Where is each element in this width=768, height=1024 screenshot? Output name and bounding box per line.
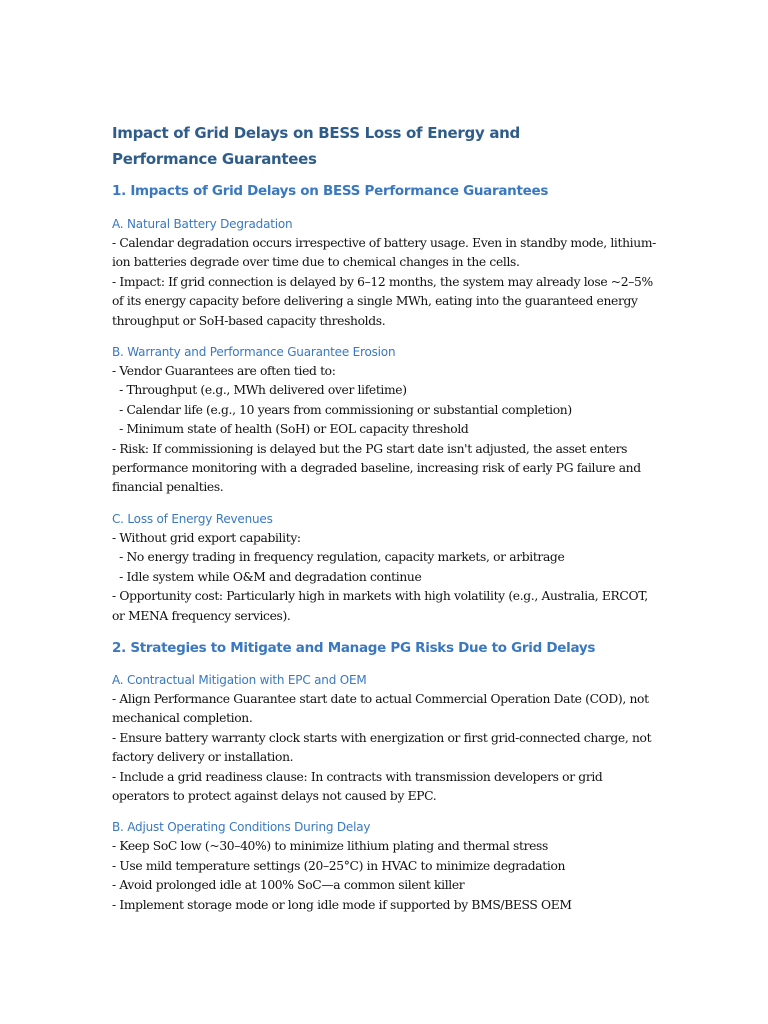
bullet-line: - Idle system while O&M and degradation continue — [112, 569, 422, 584]
paragraph-line: - Avoid prolonged idle at 100% SoC—a common silent killer — [112, 878, 465, 893]
subsection — [112, 343, 658, 498]
section-heading: 2. Strategies to Mitigate and Manage PG Risks Due to Grid Delays — [112, 639, 596, 656]
subsection-heading: C. Loss of Energy Revenues — [112, 511, 273, 526]
subsection — [112, 818, 658, 915]
paragraph-line: - Impact: If grid connection is delayed by 6–12 months, the system may already lose ~2–5% of its energy capacity before delivering a single MWh, eating into the guaranteed energy throughput or SoH-based capacity thresholds. — [112, 274, 657, 328]
subsection — [112, 215, 658, 331]
bullet-line: - Minimum state of health (SoH) or EOL capacity threshold — [112, 422, 469, 437]
bullet-line: - No energy trading in frequency regulation, capacity markets, or arbitrage — [112, 550, 565, 565]
subsection — [112, 510, 658, 626]
document-title: Impact of Grid Delays on BESS Loss of Energy and Performance Guarantees — [112, 124, 520, 168]
paragraph-line: - Include a grid readiness clause: In contracts with transmission developers or grid operators to protect against delays not caused by EPC. — [112, 769, 607, 803]
subsection-heading: B. Adjust Operating Conditions During Delay — [112, 820, 371, 835]
subsection-heading: B. Warranty and Performance Guarantee Erosion — [112, 345, 396, 360]
paragraph-line: - Align Performance Guarantee start date to actual Commercial Operation Date (COD), not mechanical completion. — [112, 691, 653, 726]
paragraph-line: - Opportunity cost: Particularly high in markets with high volatility (e.g., Australia, ERCOT, or MENA frequency services). — [112, 589, 652, 623]
subsection — [112, 671, 658, 806]
paragraph-line: - Vendor Guarantees are often tied to: — [112, 364, 336, 379]
bullet-line: - Calendar life (e.g., 10 years from commissioning or substantial completion) — [112, 402, 572, 417]
section-heading: 1. Impacts of Grid Delays on BESS Performance Guarantees — [112, 183, 549, 199]
paragraph-line: - Calendar degradation occurs irrespective of battery usage. Even in standby mode, lithium-ion batteries degrade over time due to chemical changes in the cells. — [112, 236, 656, 270]
paragraph-line: - Use mild temperature settings (20–25°C) in HVAC to minimize degradation — [112, 858, 566, 873]
paragraph-line: - Risk: If commissioning is delayed but the PG start date isn't adjusted, the asset enters performance monitoring with a degraded baseline, increasing risk of early PG failure and financial penalties. — [112, 441, 645, 495]
paragraph-line: - Without grid export capability: — [112, 530, 301, 545]
paragraph-line: - Keep SoC low (~30–40%) to minimize lithium plating and thermal stress — [112, 839, 548, 854]
paragraph-line: - Implement storage mode or long idle mode if supported by BMS/BESS OEM — [112, 897, 572, 912]
paragraph-line: - Ensure battery warranty clock starts with energization or first grid-connected charge, not factory delivery or installation. — [112, 730, 655, 765]
bullet-line: - Throughput (e.g., MWh delivered over lifetime) — [112, 383, 407, 398]
subsection-heading: A. Natural Battery Degradation — [112, 217, 293, 231]
subsection-heading: A. Contractual Mitigation with EPC and OEM — [112, 672, 367, 687]
